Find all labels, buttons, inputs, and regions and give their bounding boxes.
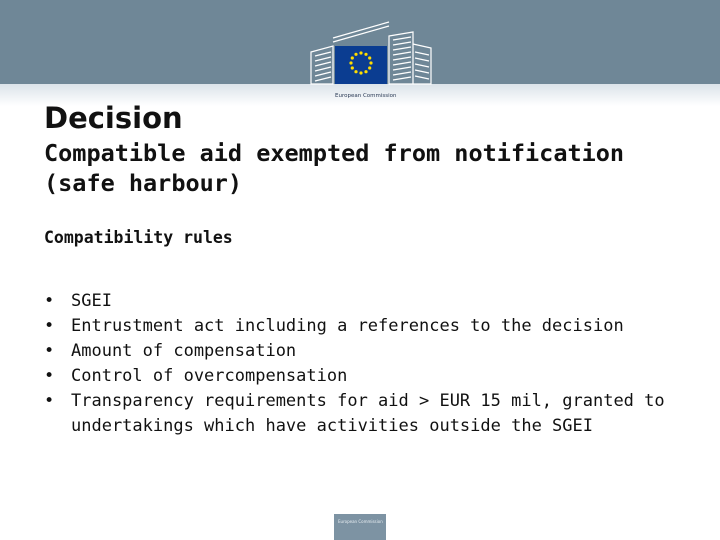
slide-title: Decision	[44, 101, 183, 135]
footer-logo-label: European Commission	[338, 519, 383, 524]
bullet-item-amount-of-compensation	[44, 339, 684, 364]
bullet-marker: •	[44, 366, 55, 386]
bullet-marker: •	[44, 316, 55, 336]
bullet-text: Entrustment act including a references to the decision	[71, 316, 624, 336]
bullet-text: Control of overcompensation	[71, 366, 348, 386]
bullet-text: SGEI	[71, 291, 112, 311]
section-heading: Compatibility rules	[44, 228, 233, 247]
bullet-text: Transparency requirements for aid > EUR 15 mil, granted to undertakings which have activities outside the SGEI	[71, 391, 665, 436]
slide-subtitle: Compatible aid exempted from notification (safe harbour)	[44, 139, 625, 197]
commission-building-graphic	[305, 14, 435, 92]
bullet-item-sgei	[44, 289, 684, 314]
bullet-list	[44, 289, 684, 439]
bullet-item-transparency-requirements	[44, 389, 684, 439]
bullet-marker: •	[44, 391, 55, 411]
footer-commission-logo	[334, 514, 386, 540]
bullet-text: Amount of compensation	[71, 341, 297, 361]
logo-label: European Commission	[335, 93, 397, 99]
bullet-item-overcompensation-control	[44, 364, 684, 389]
european-commission-logo	[305, 14, 435, 106]
bullet-marker: •	[44, 291, 55, 311]
bullet-marker: •	[44, 341, 55, 361]
bullet-item-entrustment-act	[44, 314, 684, 339]
